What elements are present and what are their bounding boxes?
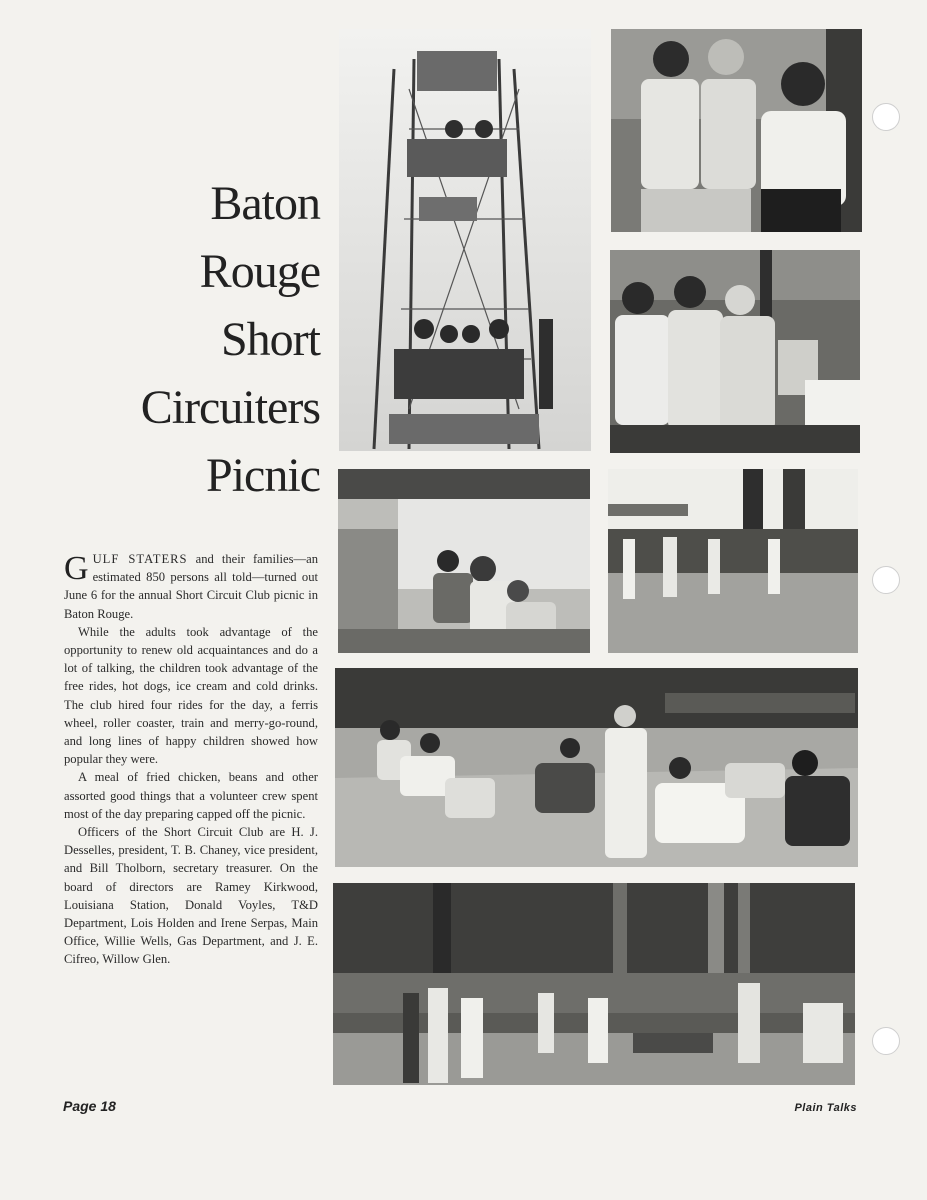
paragraph: Officers of the Short Circuit Club are H. J. Desselles, president, T. B. Chaney, vice president, and Bill Tholborn, secretary treasurer. On the board of directors are Ramey Kirkwood, Louisiana Station, Donald Voyles, T&D Department, Lois Holden and Irene Serpas, Main Office, Willie Wells, Gas Department, and J. E. Cifreo, Willow Glen. [64, 825, 318, 967]
binder-hole [872, 566, 900, 594]
picnic-tables-photo [333, 883, 855, 1085]
publication-name: Plain Talks [794, 1102, 857, 1114]
binder-hole [872, 103, 900, 131]
title-line: Short [220, 313, 320, 366]
binder-hole [872, 1027, 900, 1055]
article-title [100, 170, 320, 510]
park-crowd-photo [608, 469, 858, 653]
title-line: Picnic [206, 449, 320, 502]
family-photo [611, 29, 862, 232]
lead-in: ULF STATERS [92, 552, 188, 566]
seated-group-photo [610, 250, 860, 453]
pavilion-tables-photo [338, 469, 590, 653]
article-body [64, 550, 318, 969]
title-line: Baton [210, 177, 320, 230]
title-line: Circuiters [140, 381, 320, 434]
paragraph: While the adults took advantage of the opportunity to renew old acquaintances and do a lot of talking, the children took advantage of the free rides, hot dogs, ice cream and cold drinks. The club hired four rides for the day, a ferris wheel, roller coaster, train and merry-go-round, and long lines of happy children showed how popular they were. [64, 624, 318, 767]
page-number: Page 18 [63, 1098, 116, 1114]
drop-cap: G [64, 550, 89, 587]
picnic-ground-photo [335, 668, 858, 867]
ferris-wheel-photo [339, 29, 591, 451]
paragraph [64, 550, 318, 623]
paragraph-text: and their families—an estimated 850 persons all told—turned out June 6 for the annual Short Circuit Club picnic in Baton Rouge. [64, 552, 318, 621]
title-line: Rouge [199, 245, 320, 298]
paragraph: A meal of fried chicken, beans and other assorted good things that a volunteer crew spent most of the day preparing capped off the picnic. [64, 770, 318, 821]
